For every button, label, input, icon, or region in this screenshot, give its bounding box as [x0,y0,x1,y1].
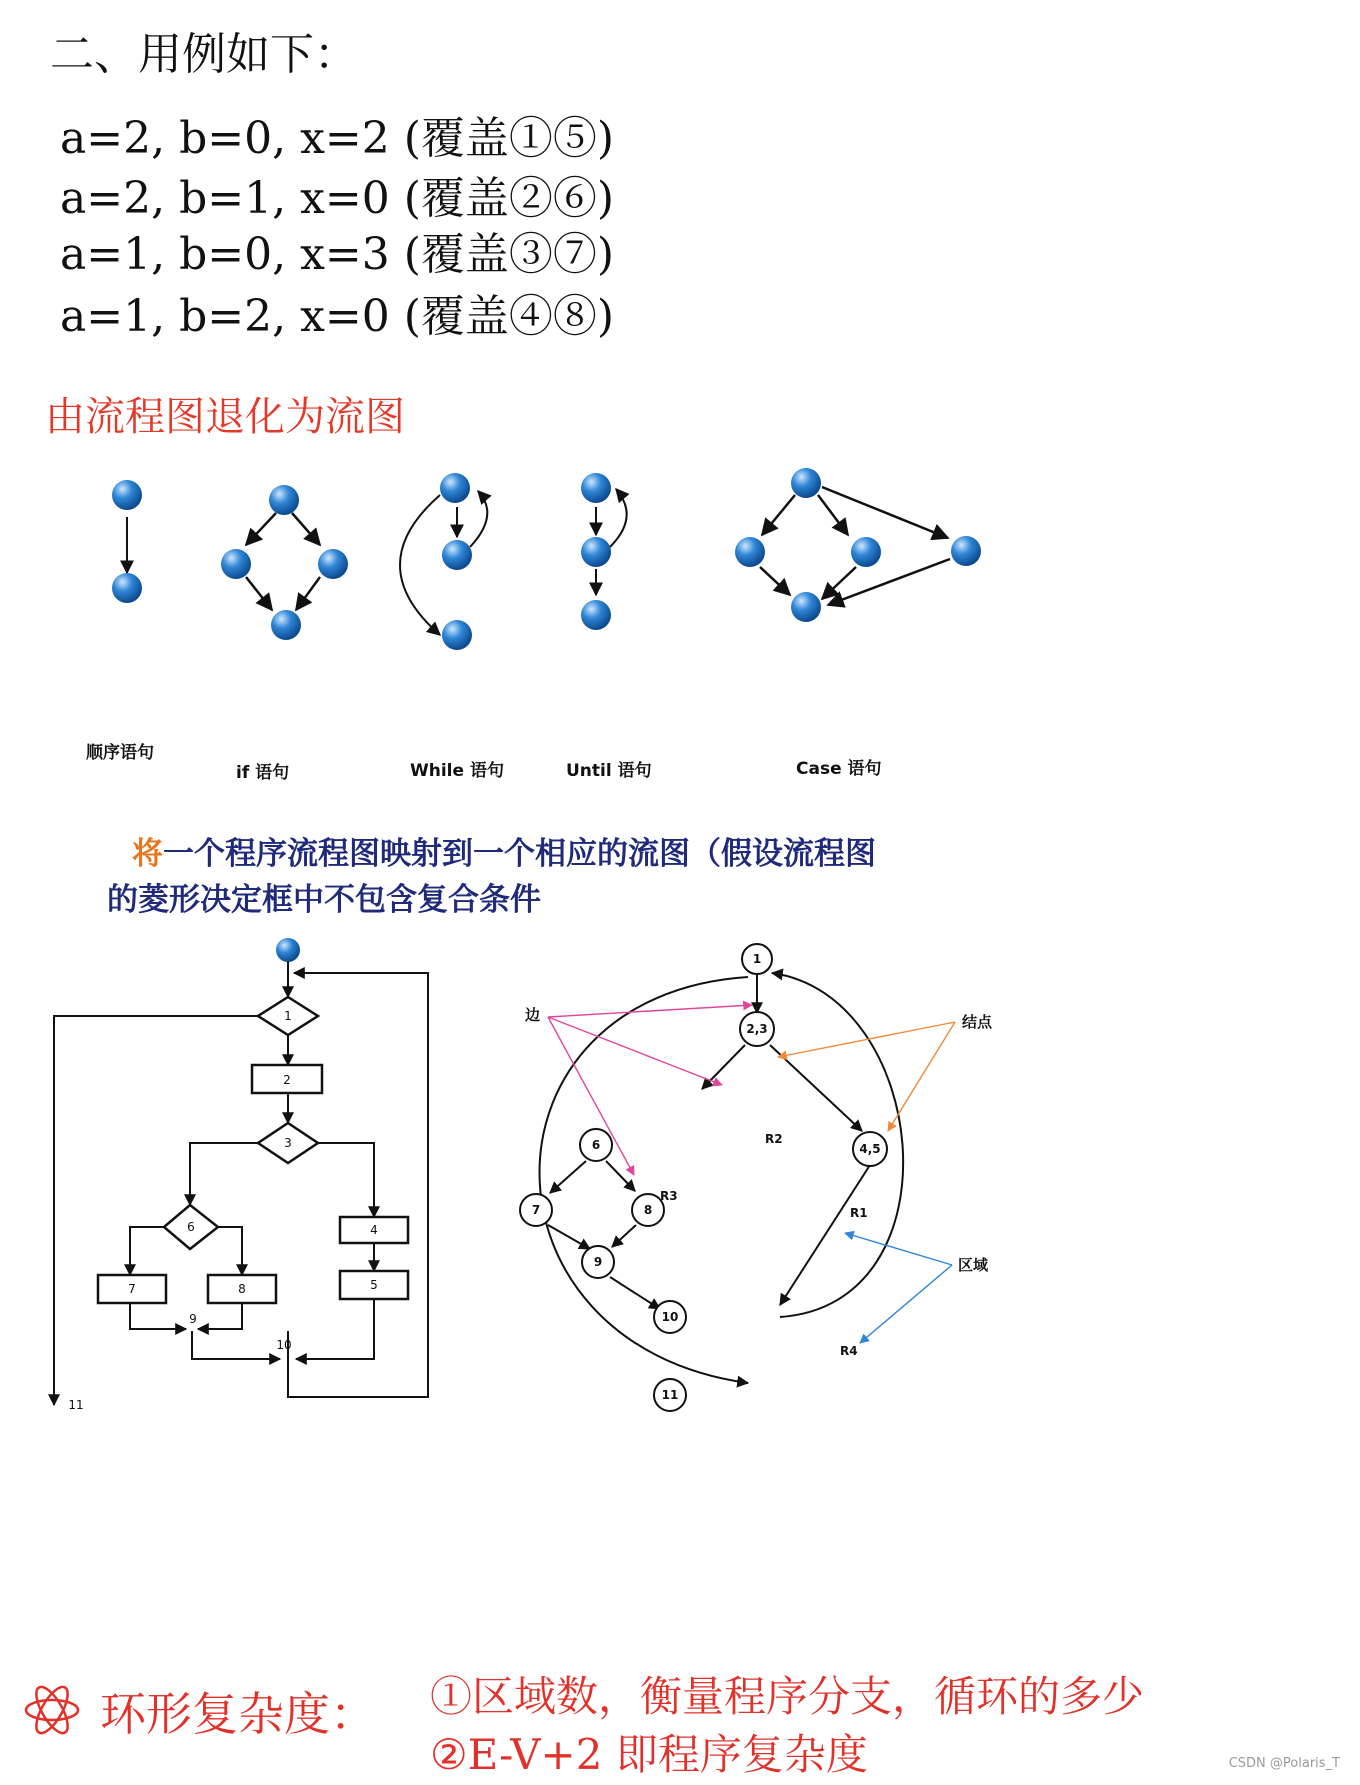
flow-graph [500,935,1020,1415]
fg-region-r2: R2 [765,1132,783,1146]
annotation-edge: 边 [525,1006,541,1024]
fg-node-10: 10 [661,1310,679,1324]
fc-label-3: 3 [284,1136,292,1150]
caption-while: While 语句 [410,761,504,781]
mapping-title-line1 [132,828,876,873]
case-line-4: a=1, b=2, x=0 (覆盖④⑧) [60,291,615,342]
structure-diagrams [0,455,1000,705]
section-title: 由流程图退化为流图 [45,394,405,440]
caption-sequence: 顺序语句 [86,743,154,763]
fg-node-9: 9 [593,1255,603,1269]
while-structure [400,473,487,650]
fc-label-1: 1 [284,1009,292,1023]
sequence-structure [112,480,142,603]
flowchart [40,935,450,1415]
atom-icon [22,1680,82,1740]
fg-region-r3: R3 [660,1189,678,1203]
caption-case: Case 语句 [796,759,882,779]
fg-node-6: 6 [591,1138,601,1152]
case-line-1: a=2, b=0, x=2 (覆盖①⑤) [60,113,615,164]
fg-region-r1: R1 [850,1206,868,1220]
fg-node-2-3: 2,3 [746,1022,768,1036]
until-structure [581,473,627,630]
case-line-3: a=1, b=0, x=3 (覆盖③⑦) [60,229,615,280]
fg-region-r4: R4 [840,1344,858,1358]
fc-label-7: 7 [128,1282,136,1296]
case-structure [735,468,981,622]
mapping-title-lead: 将 [132,836,163,872]
caption-if: if 语句 [236,763,290,783]
fc-label-4: 4 [370,1223,378,1237]
case-line-2: a=2, b=1, x=0 (覆盖②⑥) [60,173,615,224]
fc-label-11: 11 [68,1398,84,1412]
complexity-item-2: ②E-V+2 即程序复杂度 [430,1730,868,1779]
mapping-title-line2: 的菱形决定框中不包含复合条件 [107,882,541,918]
fg-node-1: 1 [752,952,762,966]
fg-node-8: 8 [643,1203,653,1217]
annotation-region: 区域 [958,1256,989,1274]
annotation-node: 结点 [962,1013,993,1031]
fg-node-11: 11 [661,1388,679,1402]
fc-label-8: 8 [238,1282,246,1296]
fc-label-9: 9 [189,1312,197,1326]
fc-label-2: 2 [283,1073,291,1087]
fg-node-7: 7 [531,1203,541,1217]
complexity-label: 环形复杂度： [100,1687,376,1741]
fg-node-4-5: 4,5 [859,1142,881,1156]
mapping-title-rest: 一个程序流程图映射到一个相应的流图（假设流程图 [163,836,876,872]
complexity-item-1: ①区域数，衡量程序分支，循环的多少 [430,1672,1145,1721]
caption-until: Until 语句 [566,761,652,781]
heading: 二、用例如下： [50,29,358,80]
if-structure [221,485,348,640]
fc-label-10: 10 [276,1338,292,1352]
watermark: CSDN @Polaris_T [1228,1756,1340,1771]
fc-label-5: 5 [370,1278,378,1292]
fc-label-6: 6 [187,1220,195,1234]
